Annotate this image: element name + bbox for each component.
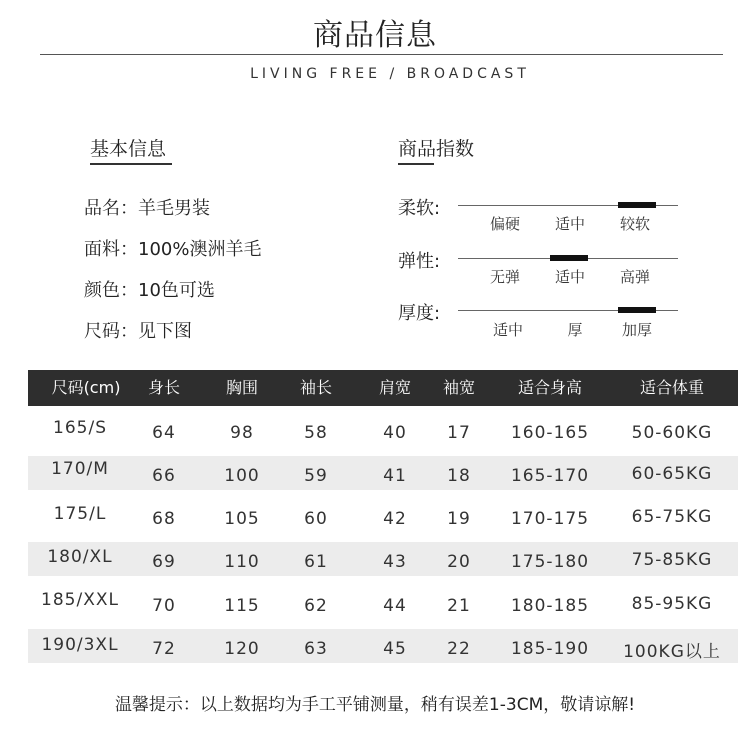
table-header-cell: 袖宽 — [442, 378, 475, 397]
table-cell: 60-65KG — [631, 464, 713, 484]
metric-option: 适中 — [554, 268, 585, 286]
table-row — [28, 415, 738, 449]
metric-elasticity-label: 弹性: — [398, 251, 441, 272]
table-cell: 170/M — [51, 459, 109, 479]
table-cell: 185/XXL — [41, 590, 119, 610]
table-cell: 185-190 — [510, 639, 590, 659]
table-row — [28, 586, 738, 620]
table-cell: 65-75KG — [631, 507, 713, 527]
table-cell: 175-180 — [510, 552, 590, 572]
info-row-name: 品名：羊毛男装 — [84, 198, 210, 219]
table-row — [28, 629, 738, 663]
table-cell: 165-170 — [510, 466, 590, 486]
table-header-row — [28, 370, 738, 406]
table-cell: 70 — [152, 596, 176, 616]
table-cell: 72 — [152, 639, 176, 659]
table-cell: 58 — [304, 423, 328, 443]
table-header-cell: 尺码(cm) — [51, 378, 121, 397]
table-cell: 180-185 — [510, 596, 590, 616]
table-cell: 22 — [447, 639, 471, 659]
product-index-heading: 商品指数 — [398, 138, 475, 160]
metric-thickness-label: 厚度: — [398, 303, 441, 324]
metric-option: 适中 — [492, 321, 523, 339]
table-cell: 64 — [152, 423, 176, 443]
info-row-color: 颜色：10色可选 — [84, 280, 215, 301]
info-value: 见下图 — [138, 321, 192, 342]
table-cell: 165/S — [53, 418, 107, 438]
info-label: 品名 — [84, 198, 120, 219]
table-cell: 105 — [224, 509, 260, 529]
metric-thickness-marker — [618, 307, 656, 313]
table-cell: 85-95KG — [631, 594, 713, 614]
table-cell: 69 — [152, 552, 176, 572]
table-cell: 190/3XL — [41, 635, 119, 655]
metric-option: 无弹 — [489, 268, 520, 286]
footer-note: 温馨提示：以上数据均为手工平铺测量，稍有误差1-3CM，敬请谅解! — [114, 695, 636, 715]
table-cell: 75-85KG — [631, 550, 713, 570]
info-label: 颜色 — [84, 280, 120, 301]
table-cell: 68 — [152, 509, 176, 529]
product-index-heading-underline — [398, 163, 434, 165]
table-cell: 180/XL — [47, 547, 113, 567]
table-cell: 59 — [304, 466, 328, 486]
table-cell: 160-165 — [510, 423, 590, 443]
table-row — [28, 456, 738, 490]
metric-option: 厚 — [567, 321, 583, 339]
table-cell: 19 — [447, 509, 471, 529]
table-cell: 45 — [383, 639, 407, 659]
table-cell: 42 — [383, 509, 407, 529]
table-header-cell: 身长 — [147, 378, 180, 397]
table-row — [28, 499, 738, 533]
metric-option: 适中 — [554, 215, 585, 233]
info-value: 100%澳洲羊毛 — [138, 239, 262, 260]
metric-softness-marker — [618, 202, 656, 208]
table-cell: 20 — [447, 552, 471, 572]
info-value: 羊毛男装 — [138, 198, 210, 219]
table-header-cell: 适合身高 — [517, 378, 582, 397]
table-cell: 60 — [304, 509, 328, 529]
info-label: 尺码 — [84, 321, 120, 342]
table-cell: 63 — [304, 639, 328, 659]
basic-info-heading-underline — [90, 163, 172, 165]
info-label: 面料 — [84, 239, 120, 260]
table-header-cell: 适合体重 — [639, 378, 704, 397]
table-cell: 100KG以上 — [623, 642, 721, 662]
table-cell: 98 — [230, 423, 254, 443]
info-row-size: 尺码：见下图 — [84, 321, 192, 342]
table-cell: 50-60KG — [631, 423, 713, 443]
metric-option: 偏硬 — [489, 215, 520, 233]
table-cell: 18 — [447, 466, 471, 486]
table-header-cell: 胸围 — [225, 378, 258, 397]
basic-info-heading: 基本信息 — [90, 138, 167, 160]
table-cell: 44 — [383, 596, 407, 616]
table-cell: 21 — [447, 596, 471, 616]
table-header-cell: 袖长 — [299, 378, 332, 397]
table-cell: 62 — [304, 596, 328, 616]
page-subtitle: LIVING FREE / BROADCAST — [250, 66, 530, 82]
metric-softness-label: 柔软: — [398, 198, 441, 219]
table-header-cell: 肩宽 — [378, 378, 411, 397]
table-cell: 170-175 — [510, 509, 590, 529]
metric-option: 高弹 — [619, 268, 650, 286]
metric-option: 较软 — [619, 215, 650, 233]
metric-elasticity-marker — [550, 255, 588, 261]
page-title: 商品信息 — [313, 18, 437, 53]
table-cell: 17 — [447, 423, 471, 443]
table-cell: 100 — [224, 466, 260, 486]
table-cell: 115 — [224, 596, 260, 616]
table-cell: 120 — [224, 639, 260, 659]
table-cell: 61 — [304, 552, 328, 572]
table-cell: 66 — [152, 466, 176, 486]
info-row-fabric: 面料：100%澳洲羊毛 — [84, 239, 262, 260]
title-divider — [40, 54, 723, 55]
info-value: 10色可选 — [138, 280, 215, 301]
table-cell: 175/L — [53, 504, 107, 524]
table-row — [28, 542, 738, 576]
metric-option: 加厚 — [621, 321, 652, 339]
table-cell: 43 — [383, 552, 407, 572]
table-cell: 41 — [383, 466, 407, 486]
table-cell: 40 — [383, 423, 407, 443]
table-cell: 110 — [224, 552, 260, 572]
